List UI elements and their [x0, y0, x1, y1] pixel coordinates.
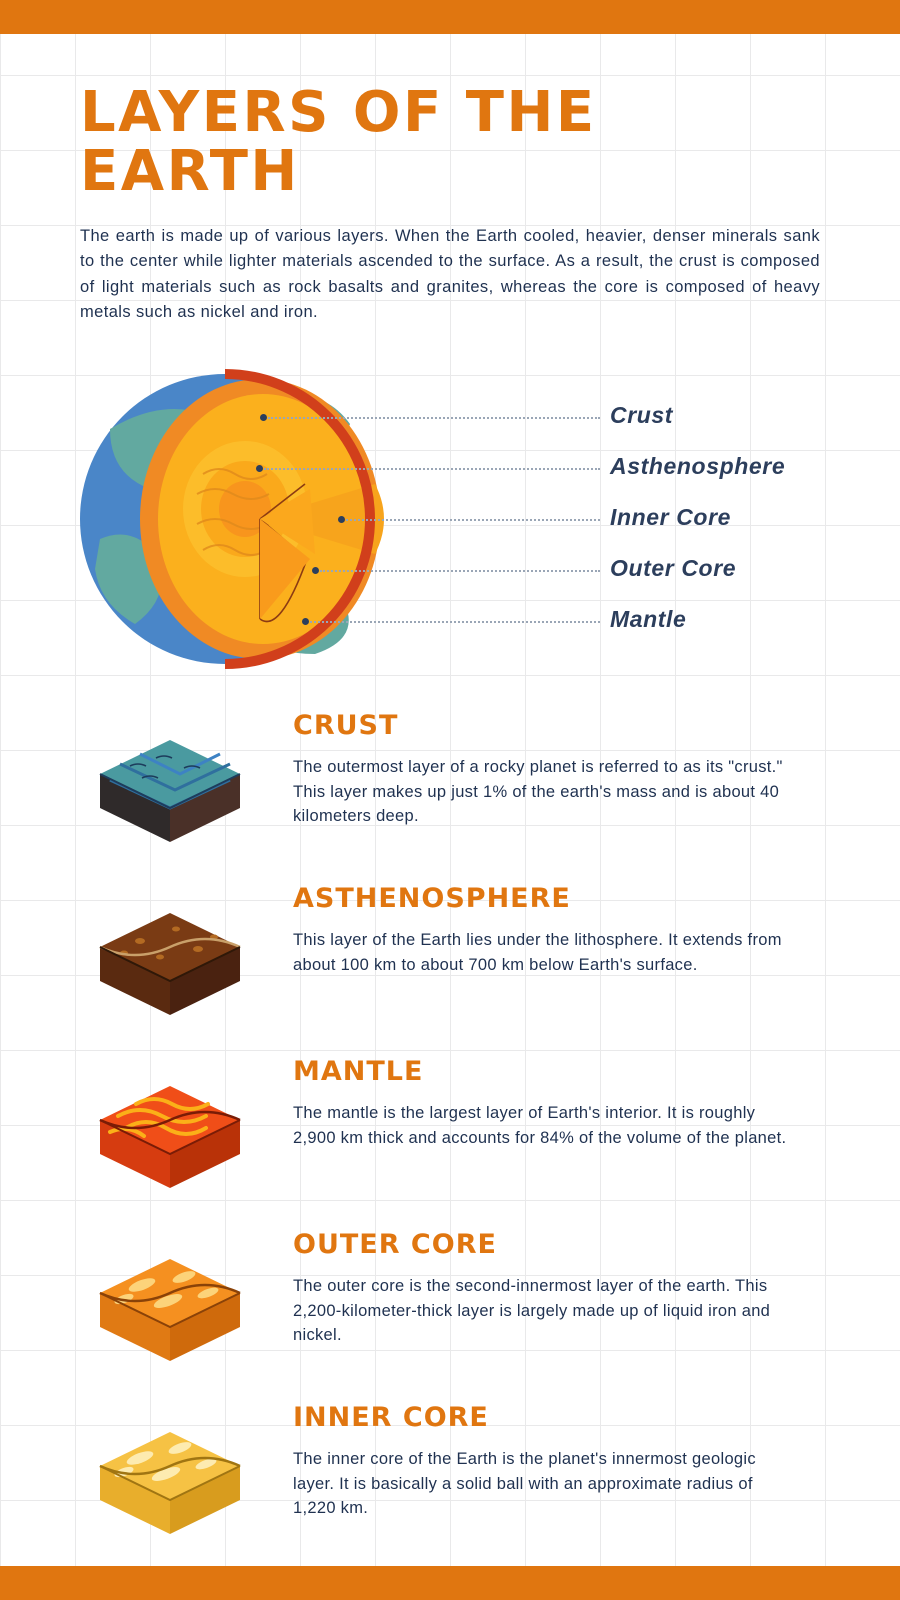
callout-dot — [312, 567, 319, 574]
callout-dot — [260, 414, 267, 421]
callout-label: Mantle — [610, 605, 687, 632]
callout-leader-line — [346, 519, 600, 521]
section-title: INNER CORE — [293, 1401, 489, 1433]
earth-cutaway-diagram — [80, 354, 820, 684]
section-body: The inner core of the Earth is the planet's innermost geologic layer. It is basically a solid ball with an approximate radius of 1,220 km. — [293, 1449, 756, 1518]
section-title: OUTER CORE — [293, 1228, 497, 1260]
section-title: CRUST — [293, 709, 399, 741]
section-text — [275, 1056, 820, 1151]
bottom-accent-bar — [0, 1566, 900, 1600]
callout-asthenosphere — [260, 453, 820, 504]
section-body: The outermost layer of a rocky planet is referred to as its "crust." This layer makes up just 1% of the earth's mass and is about 40 kilometers deep. — [293, 757, 783, 826]
callout-leader-line — [320, 570, 600, 572]
callout-dot — [256, 465, 263, 472]
section-text — [275, 1402, 820, 1521]
outer-core-slab-icon — [80, 1229, 275, 1372]
asthenosphere-slab-icon — [80, 883, 275, 1026]
section-body: The mantle is the largest layer of Earth's interior. It is roughly 2,900 km thick and accounts for 84% of the volume of the planet. — [293, 1103, 787, 1147]
callout-label: Outer Core — [610, 554, 737, 581]
section-text — [275, 1229, 820, 1348]
layer-sections — [80, 710, 820, 1545]
section-title: MANTLE — [293, 1055, 424, 1087]
intro-paragraph: The earth is made up of various layers. When the Earth cooled, heavier, denser minerals sank to the center while lighter materials ascended to the surface. As a result, the crust is composed of light materials such as rock basalts and granites, whereas the core is composed of heavy metals such as nickel and iron. — [80, 226, 820, 322]
callout-crust — [260, 402, 820, 453]
crust-slab-icon — [80, 710, 275, 853]
section-asthenosphere — [80, 883, 820, 1026]
section-text — [275, 883, 820, 978]
mantle-slab-icon — [80, 1056, 275, 1199]
callout-mantle — [260, 606, 820, 657]
section-crust — [80, 710, 820, 853]
callout-leader-line — [310, 621, 600, 623]
section-inner-core — [80, 1402, 820, 1545]
top-accent-bar — [0, 0, 900, 34]
callout-leader-line — [264, 468, 600, 470]
callout-inner-core — [260, 504, 820, 555]
section-text — [275, 710, 820, 829]
callout-leader-line — [268, 417, 600, 419]
page-title: LAYERS OF THE EARTH — [80, 80, 597, 204]
inner-core-slab-icon — [80, 1402, 275, 1545]
section-body: This layer of the Earth lies under the lithosphere. It extends from about 100 km to about 700 km below Earth's surface. — [293, 930, 782, 974]
callout-dot — [302, 618, 309, 625]
section-body: The outer core is the second-innermost layer of the earth. This 2,200-kilometer-thick layer is largely made up of liquid iron and nickel. — [293, 1276, 771, 1345]
poster-content — [0, 34, 900, 1566]
callout-dot — [338, 516, 345, 523]
section-title: ASTHENOSPHERE — [293, 882, 571, 914]
callout-list — [260, 402, 820, 657]
callout-label: Inner Core — [610, 503, 732, 530]
section-outer-core — [80, 1229, 820, 1372]
callout-label: Asthenosphere — [610, 452, 786, 479]
section-mantle — [80, 1056, 820, 1199]
callout-outer-core — [260, 555, 820, 606]
callout-label: Crust — [610, 401, 674, 428]
